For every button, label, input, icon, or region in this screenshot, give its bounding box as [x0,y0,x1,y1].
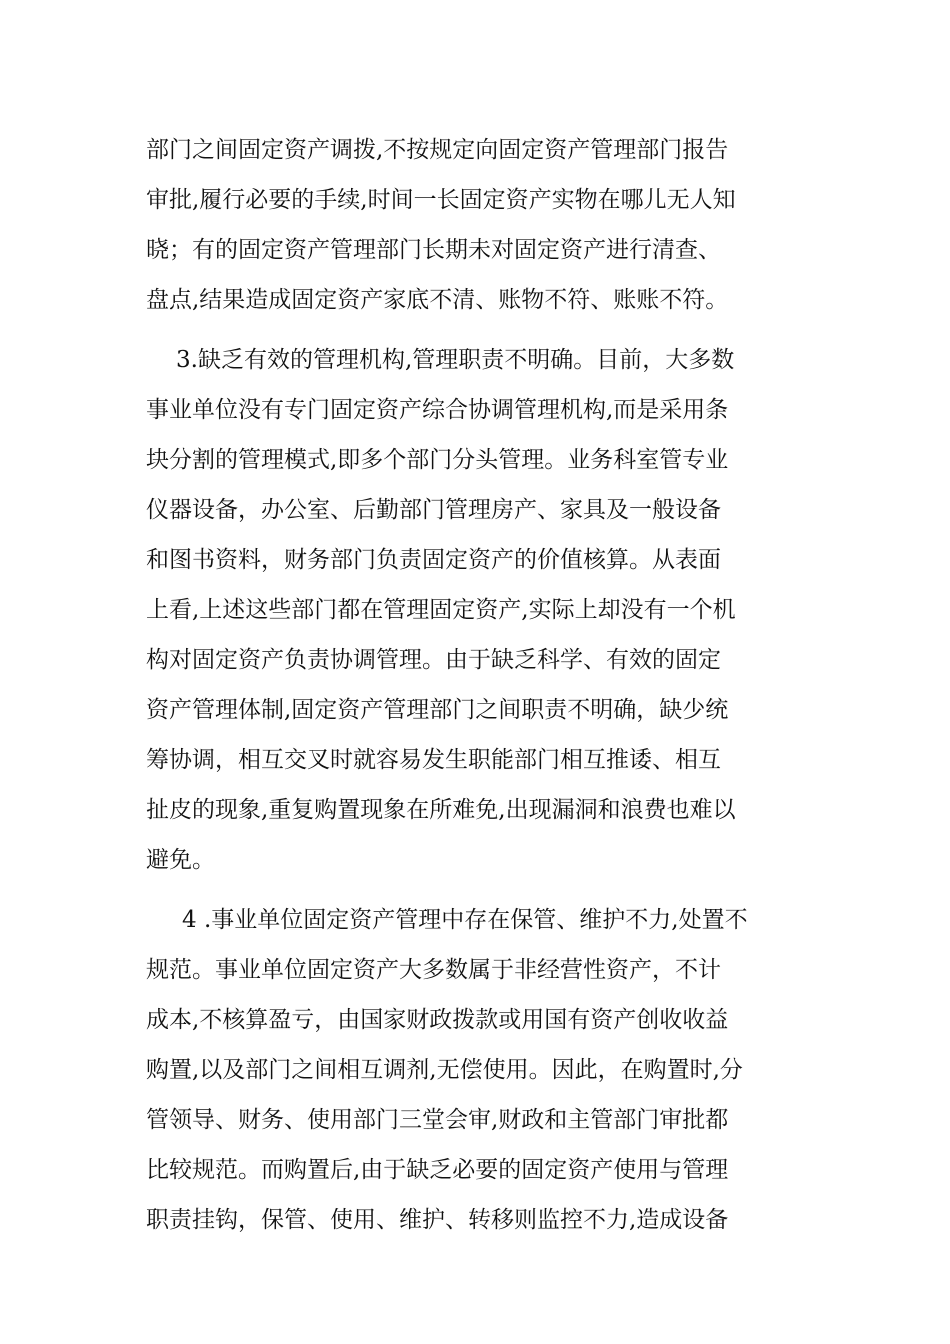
text-line: 筹协调，相互交叉时就容易发生职能部门相互推诿、相互 [146,747,721,773]
text-line: 避免。 [146,847,215,873]
text-line: 上看,上述这些部门都在管理固定资产,实际上却没有一个机 [146,597,736,623]
text-line: 规范。事业单位固定资产大多数属于非经营性资产，不计 [146,957,721,983]
text-line: 资产管理体制,固定资产管理部门之间职责不明确，缺少统 [146,697,729,723]
text-line: 3.缺乏有效的管理机构,管理职责不明确。目前，大多数 [176,347,735,373]
text-line: 仪器设备，办公室、后勤部门管理房产、家具及一般设备 [146,497,721,523]
paragraph-3 [146,895,806,1245]
text-line: 审批,履行必要的手续,时间一长固定资产实物在哪儿无人知 [146,187,736,213]
text-line: 部门之间固定资产调拨,不按规定向固定资产管理部门报告 [146,137,729,163]
paragraph-1 [146,125,806,325]
text-line: 和图书资料，财务部门负责固定资产的价值核算。从表面 [146,547,721,573]
text-line: 事业单位没有专门固定资产综合协调管理机构,而是采用条 [146,397,729,423]
text-line: 职责挂钩，保管、使用、维护、转移则监控不力,造成设备 [146,1207,729,1233]
text-line: 构对固定资产负责协调管理。由于缺乏科学、有效的固定 [146,647,721,673]
text-line: 购置,以及部门之间相互调剂,无偿使用。因此，在购置时,分 [146,1057,743,1083]
text-line: 成本,不核算盈亏，由国家财政拨款或用国有资产创收收益 [146,1007,729,1033]
text-line: 块分割的管理模式,即多个部门分头管理。业务科室管专业 [146,447,729,473]
document-body [146,125,806,1245]
text-line: 管领导、财务、使用部门三堂会审,财政和主管部门审批都 [146,1107,729,1133]
text-line: 晓；有的固定资产管理部门长期未对固定资产进行清查、 [146,237,721,263]
text-line: 扯皮的现象,重复购置现象在所难免,出现漏洞和浪费也难以 [146,797,736,823]
paragraph-2 [146,335,806,885]
text-line: 盘点,结果造成固定资产家底不清、账物不符、账账不符。 [146,287,729,313]
paragraph-gap [146,885,806,895]
paragraph-gap [146,325,806,335]
text-line: 4 .事业单位固定资产管理中存在保管、维护不力,处置不 [182,907,748,933]
text-line: 比较规范。而购置后,由于缺乏必要的固定资产使用与管理 [146,1157,729,1183]
